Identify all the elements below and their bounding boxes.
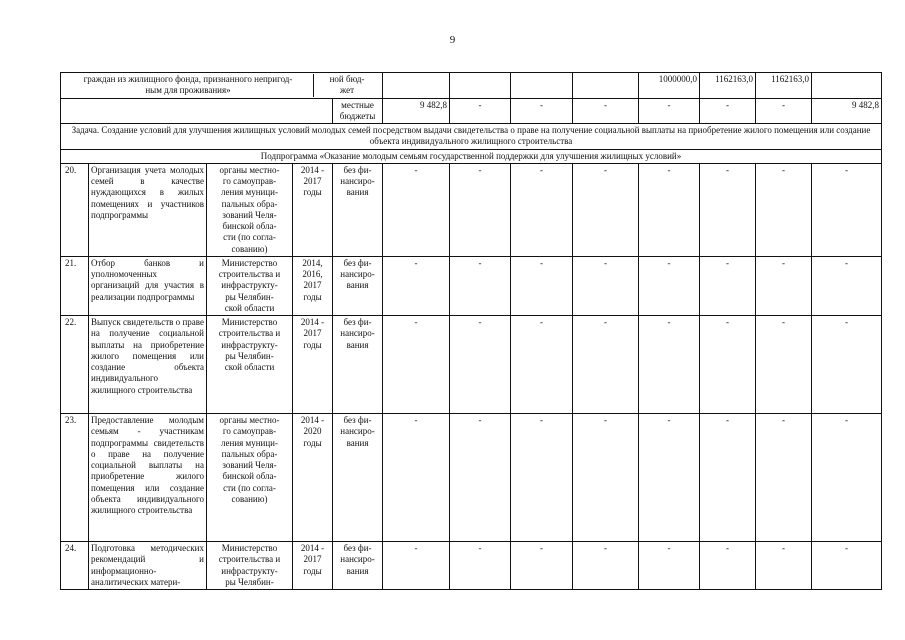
value-cell: -	[700, 542, 756, 590]
period: 2014 - 2017 годы	[293, 542, 333, 590]
financing-source: без фи- нансиро- вания	[333, 542, 383, 590]
financing-source: без фи- нансиро- вания	[333, 414, 383, 542]
value-cell	[511, 73, 573, 99]
value-cell: 1000000,0	[639, 73, 700, 99]
value-cell: -	[756, 316, 812, 414]
value-cell: -	[450, 414, 511, 542]
value-cell: -	[573, 542, 639, 590]
activity-name: Предоставление молодым семьям - участникам подпрограммы свидетельств о праве на получение социальной выплаты на приобретение жилого помещения или создание объекта индивидуального жилищного строительства	[89, 414, 207, 542]
period: 2014 - 2017 годы	[293, 163, 333, 256]
value-cell: -	[812, 163, 882, 256]
table-row	[61, 163, 882, 256]
value-cell: -	[756, 163, 812, 256]
value-cell: -	[511, 414, 573, 542]
value-cell: -	[812, 256, 882, 315]
value-cell: -	[450, 98, 511, 124]
page-number: 9	[449, 34, 456, 46]
financing-source: без фи- нансиро- вания	[333, 163, 383, 256]
empty-cell	[61, 98, 333, 124]
value-cell: -	[700, 256, 756, 315]
activity-name-continued: граждан из жилищного фонда, признанного непригод- ным для проживания»	[83, 74, 293, 96]
value-cell: -	[700, 414, 756, 542]
value-cell: -	[700, 316, 756, 414]
row-number: 21.	[61, 256, 89, 315]
value-cell: -	[639, 163, 700, 256]
period: 2014 - 2017 годы	[293, 316, 333, 414]
value-cell: -	[511, 256, 573, 315]
row-number: 20.	[61, 163, 89, 256]
value-cell: -	[639, 256, 700, 315]
executor: Министерство строительства и инфраструкту- ры Челябин-	[207, 542, 293, 590]
value-cell: -	[573, 316, 639, 414]
value-cell	[383, 73, 450, 99]
value-cell: -	[450, 316, 511, 414]
value-cell: -	[639, 542, 700, 590]
program-table	[60, 72, 882, 590]
value-cell	[450, 73, 511, 99]
value-cell	[573, 73, 639, 99]
value-cell: -	[450, 256, 511, 315]
row-number: 22.	[61, 316, 89, 414]
period: 2014 - 2020 годы	[293, 414, 333, 542]
value-cell: -	[383, 163, 450, 256]
activity-name: Организация учета молодых семей в качестве нуждающихся в жилых помещениях и участников подпрограммы	[89, 163, 207, 256]
period: 2014, 2016, 2017 годы	[293, 256, 333, 315]
value-cell: -	[812, 542, 882, 590]
activity-name: Выпуск свидетельств о праве на получение социальной выплаты на приобретение жилого помещения или создание объекта индивидуального жилищного строительства	[89, 316, 207, 414]
value-cell: -	[383, 256, 450, 315]
table-body	[61, 73, 882, 590]
executor: Министерство строительства и инфраструкту- ры Челябин- ской области	[207, 256, 293, 315]
value-cell: -	[756, 256, 812, 315]
financing-source: без фи- нансиро- вания	[333, 316, 383, 414]
table-row	[61, 73, 882, 99]
value-cell: -	[700, 98, 756, 124]
table-row	[61, 414, 882, 542]
value-cell: -	[756, 414, 812, 542]
value-cell: -	[511, 163, 573, 256]
task-row	[61, 124, 882, 150]
value-cell: -	[450, 163, 511, 256]
continuation-cell	[61, 73, 383, 99]
value-cell: -	[812, 414, 882, 542]
budget-source: ной бюд- жет	[313, 74, 380, 97]
value-cell: -	[700, 163, 756, 256]
activity-name: Подготовка методических рекомендаций и информационно-аналитических матери-	[89, 542, 207, 590]
subprogram-heading: Подпрограмма «Оказание молодым семьям государственной поддержки для улучшения жилищных условий»	[61, 149, 882, 163]
value-cell: 9 482,8	[383, 98, 450, 124]
value-cell: -	[511, 542, 573, 590]
value-cell: -	[511, 316, 573, 414]
table-row	[61, 98, 882, 124]
value-cell: 9 482,8	[812, 98, 882, 124]
value-cell: -	[573, 98, 639, 124]
executor: органы местно- го самоуправ- ления муници- пальных обра- зований Челя- бинской обла- сти (по согла- сованию)	[207, 414, 293, 542]
value-cell: -	[383, 414, 450, 542]
task-heading: Задача. Создание условий для улучшения жилищных условий молодых семей посредством выдачи свидетельства о праве на получение социальной выплаты на приобретение жилого помещения или создание объекта индивидуального жилищного строительства	[61, 124, 882, 150]
row-number: 24.	[61, 542, 89, 590]
financing-source: без фи- нансиро- вания	[333, 256, 383, 315]
value-cell: -	[639, 414, 700, 542]
value-cell: -	[383, 316, 450, 414]
value-cell: 1162163,0	[700, 73, 756, 99]
value-cell: -	[573, 414, 639, 542]
executor: органы местно- го самоуправ- ления муници- пальных обра- зований Челя- бинской обла- сти (по согла- сованию)	[207, 163, 293, 256]
value-cell: -	[573, 163, 639, 256]
budget-source: местные бюджеты	[333, 98, 383, 124]
value-cell: -	[639, 316, 700, 414]
executor: Министерство строительства и инфраструкту- ры Челябин- ской области	[207, 316, 293, 414]
value-cell: -	[511, 98, 573, 124]
row-number: 23.	[61, 414, 89, 542]
value-cell: -	[450, 542, 511, 590]
subprogram-row	[61, 149, 882, 163]
value-cell: -	[383, 542, 450, 590]
table-row	[61, 256, 882, 315]
value-cell: -	[812, 316, 882, 414]
value-cell: -	[639, 98, 700, 124]
value-cell: -	[573, 256, 639, 315]
table-row	[61, 316, 882, 414]
activity-name: Отбор банков и уполномоченных организаций для участия в реализации подпрограммы	[89, 256, 207, 315]
table-row	[61, 542, 882, 590]
value-cell: -	[756, 542, 812, 590]
value-cell: -	[756, 98, 812, 124]
value-cell: 1162163,0	[756, 73, 812, 99]
value-cell	[812, 73, 882, 99]
